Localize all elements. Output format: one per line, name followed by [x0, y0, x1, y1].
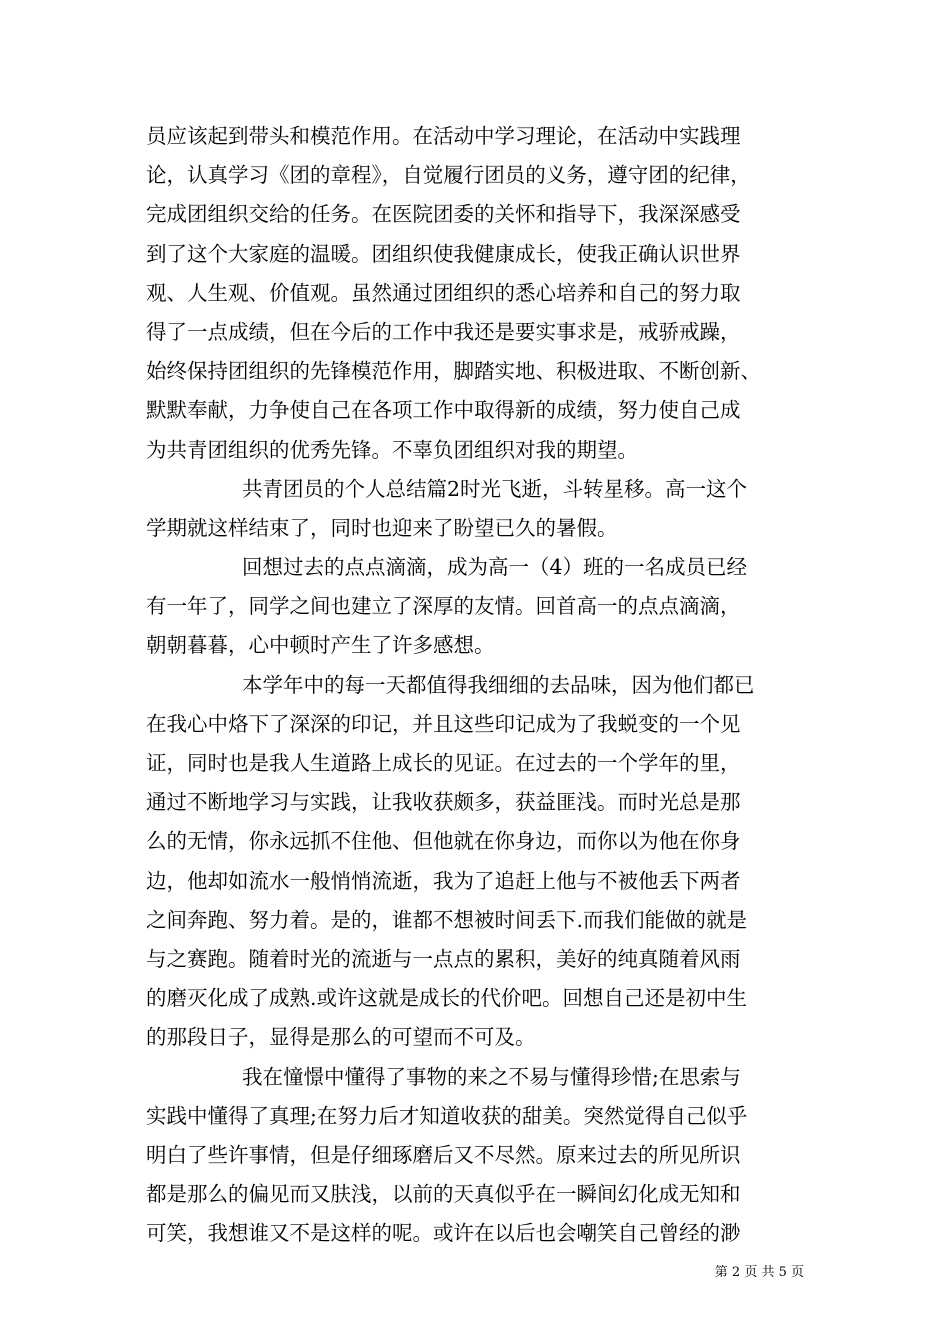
text-line: 学期就这样结束了，同时也迎来了盼望已久的暑假。	[146, 515, 618, 540]
text-line: 都是那么的偏见而又肤浅，以前的天真似乎在一瞬间幻化成无知和	[146, 1182, 741, 1207]
text-line: 明白了些许事情，但是仔细琢磨后又不尽然。原来过去的所见所识	[146, 1142, 741, 1167]
text-line: 员应该起到带头和模范作用。在活动中学习理论，在活动中实践理	[146, 124, 741, 148]
text-line: 边，他却如流水一般悄悄流逝，我为了追赶上他与不被他丢下两者	[146, 868, 741, 893]
text-line: 到了这个大家庭的温暖。团组织使我健康成长，使我正确认识世界	[146, 241, 741, 266]
text-line: 完成团组织交给的任务。在医院团委的关怀和指导下，我深深感受	[146, 202, 741, 227]
text-line: 在我心中烙下了深深的印记，并且这些印记成为了我蜕变的一个见	[146, 711, 741, 736]
text-line: 论，认真学习《团的章程》，自觉履行团员的义务，遵守团的纪律，	[146, 163, 751, 188]
text-line: 始终保持团组织的先锋模范作用，脚踏实地、积极进取、不断创新、	[146, 359, 761, 384]
text-line: 之间奔跑、努力着。是的，谁都不想被时间丢下.而我们能做的就是	[146, 907, 748, 932]
text-line: 实践中懂得了真理;在努力后才知道收获的甜美。突然觉得自己似乎	[146, 1103, 748, 1128]
text-line: 的那段日子，显得是那么的可望而不可及。	[146, 1025, 536, 1050]
text-line: 回想过去的点点滴滴，成为高一（4）班的一名成员已经	[242, 555, 748, 580]
page-number: 第 2 页 共 5 页	[714, 1265, 804, 1280]
text-line: 观、人生观、价值观。虽然通过团组织的悉心培养和自己的努力取	[146, 280, 741, 305]
text-line: 证，同时也是我人生道路上成长的见证。在过去的一个学年的里，	[146, 751, 741, 775]
text-line: 的磨灭化成了成熟.或许这就是成长的代价吧。回想自己还是初中生	[146, 986, 748, 1011]
text-line: 为共青团组织的优秀先锋。不辜负团组织对我的期望。	[146, 437, 638, 462]
document-body	[146, 117, 808, 1253]
text-line: 本学年中的每一天都值得我细细的去品味，因为他们都已	[242, 672, 755, 697]
text-line: 可笑，我想谁又不是这样的呢。或许在以后也会嘲笑自己曾经的渺	[146, 1221, 741, 1246]
text-line: 么的无情，你永远抓不住他、但他就在你身边，而你以为他在你身	[146, 829, 741, 854]
text-line: 共青团员的个人总结篇2时光飞逝，斗转星移。高一这个	[242, 476, 748, 501]
text-line: 默默奉献，力争使自己在各项工作中取得新的成绩，努力使自己成	[146, 398, 741, 423]
text-line: 有一年了，同学之间也建立了深厚的友情。回首高一的点点滴滴，	[146, 594, 741, 619]
text-line: 我在憧憬中懂得了事物的来之不易与懂得珍惜;在思索与	[242, 1064, 741, 1089]
text-line: 通过不断地学习与实践，让我收获颇多，获益匪浅。而时光总是那	[146, 790, 741, 815]
text-line: 得了一点成绩，但在今后的工作中我还是要实事求是，戒骄戒躁，	[146, 319, 741, 344]
text-line: 与之赛跑。随着时光的流逝与一点点的累积，美好的纯真随着风雨	[146, 946, 741, 971]
text-line: 朝朝暮暮，心中顿时产生了许多感想。	[146, 633, 495, 658]
